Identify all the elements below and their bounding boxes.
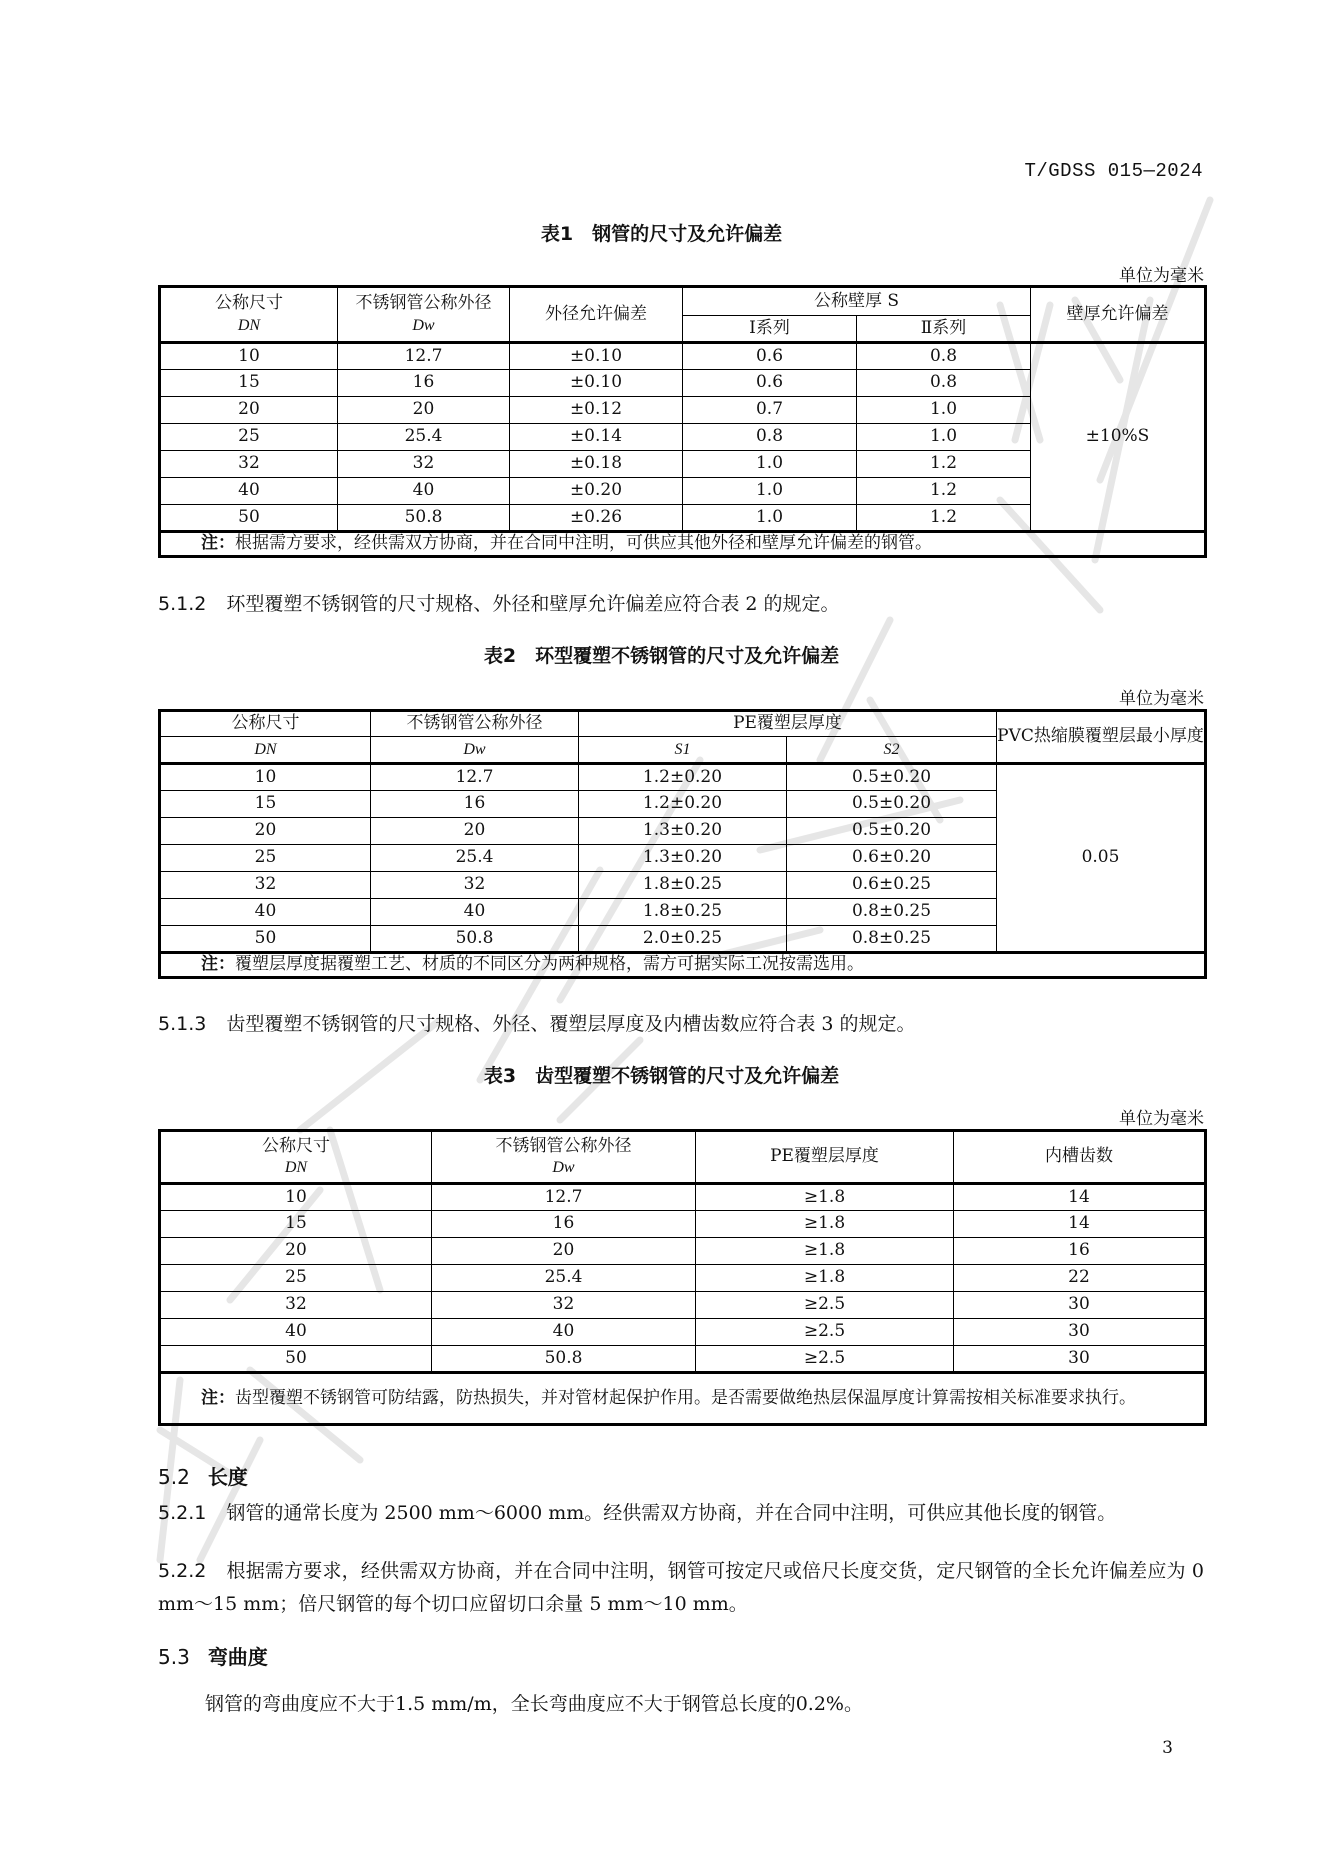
cell: 15 <box>160 370 338 397</box>
cell: ±0.10 <box>510 343 683 370</box>
table2-unit: 单位为毫米 <box>1119 689 1204 709</box>
cell: 25.4 <box>432 1265 696 1292</box>
cell: 14 <box>954 1184 1206 1211</box>
table3-header-dw: 不锈钢管公称外径 Dw <box>432 1131 696 1184</box>
cell: ≥1.8 <box>696 1238 954 1265</box>
cell: 50.8 <box>432 1346 696 1373</box>
cell: 25 <box>160 845 371 872</box>
table-row <box>160 1211 1206 1238</box>
cell: 1.0 <box>683 451 857 478</box>
cell: ±0.20 <box>510 478 683 505</box>
table1-title: 表1 钢管的尺寸及允许偏差 <box>540 223 783 245</box>
table3-title: 表3 齿型覆塑不锈钢管的尺寸及允许偏差 <box>483 1065 840 1087</box>
cell: 0.8±0.25 <box>787 926 997 953</box>
cell: 0.5±0.20 <box>787 818 997 845</box>
table1-header-wall-tol: 壁厚允许偏差 <box>1031 287 1206 343</box>
cell: 30 <box>954 1292 1206 1319</box>
cell: 1.2 <box>857 505 1031 532</box>
cell: ±0.14 <box>510 424 683 451</box>
cell: 22 <box>954 1265 1206 1292</box>
table3-unit: 单位为毫米 <box>1119 1109 1204 1129</box>
table1-header-wall: 公称壁厚 S <box>683 287 1031 316</box>
table1-wall-tol-value: ±10%S <box>1031 343 1206 532</box>
table1-header-series2: Ⅱ系列 <box>857 316 1031 343</box>
table-row <box>160 1346 1206 1373</box>
table2-header-dn: 公称尺寸 <box>160 711 371 737</box>
cell: 12.7 <box>432 1184 696 1211</box>
table3-header-teeth: 内槽齿数 <box>954 1131 1206 1184</box>
cell: 0.7 <box>683 397 857 424</box>
cell: ±0.26 <box>510 505 683 532</box>
cell: 0.5±0.20 <box>787 764 997 791</box>
cell: 1.0 <box>857 397 1031 424</box>
cell: 32 <box>160 872 371 899</box>
cell: 30 <box>954 1319 1206 1346</box>
cell: 12.7 <box>371 764 579 791</box>
clause-5-1-2: 5.1.2 环型覆塑不锈钢管的尺寸规格、外径和壁厚允许偏差应符合表 2 的规定。 <box>158 593 840 615</box>
cell: 10 <box>160 764 371 791</box>
cell: 16 <box>371 791 579 818</box>
cell: ≥1.8 <box>696 1265 954 1292</box>
cell: 1.3±0.20 <box>579 818 787 845</box>
cell: 30 <box>954 1346 1206 1373</box>
cell: 32 <box>160 1292 432 1319</box>
cell: 40 <box>160 1319 432 1346</box>
cell: 50 <box>160 926 371 953</box>
cell: ≥2.5 <box>696 1292 954 1319</box>
cell: 15 <box>160 1211 432 1238</box>
cell: 0.6±0.25 <box>787 872 997 899</box>
section-5-3-heading: 5.3 弯曲度 <box>158 1645 268 1669</box>
table3-note: 注： 齿型覆塑不锈钢管可防结露，防热损失，并对管材起保护作用。是否需要做绝热层保温厚度计算需按相关标准要求执行。 <box>160 1373 1206 1425</box>
cell: ≥2.5 <box>696 1319 954 1346</box>
table-row <box>160 1265 1206 1292</box>
cell: 20 <box>432 1238 696 1265</box>
cell: 0.8 <box>857 343 1031 370</box>
table2-header-dw-symbol: Dw <box>371 737 579 764</box>
cell: 12.7 <box>338 343 510 370</box>
standard-code: T/GDSS 015—2024 <box>1024 160 1203 182</box>
table1-unit: 单位为毫米 <box>1119 266 1204 286</box>
table1-header-dw: 不锈钢管公称外径 Dw <box>338 287 510 343</box>
cell: 1.8±0.25 <box>579 872 787 899</box>
clause-5-2-1: 5.2.1 钢管的通常长度为 2500 mm～6000 mm。经供需双方协商，并在合同中注明，可供应其他长度的钢管。 <box>158 1502 1117 1524</box>
cell: 50 <box>160 1346 432 1373</box>
cell: 32 <box>160 451 338 478</box>
table2-title: 表2 环型覆塑不锈钢管的尺寸及允许偏差 <box>483 645 840 667</box>
cell: 25.4 <box>338 424 510 451</box>
table2-pvc-value: 0.05 <box>997 764 1206 953</box>
table1 <box>158 285 1207 558</box>
cell: 0.6±0.20 <box>787 845 997 872</box>
cell: 0.8 <box>683 424 857 451</box>
cell: 40 <box>371 899 579 926</box>
cell: 20 <box>160 397 338 424</box>
cell: 1.0 <box>857 424 1031 451</box>
cell: 50 <box>160 505 338 532</box>
cell: 32 <box>432 1292 696 1319</box>
cell: 2.0±0.25 <box>579 926 787 953</box>
table1-note: 注：根据需方要求，经供需双方协商，并在合同中注明，可供应其他外径和壁厚允许偏差的钢管。 <box>160 532 1206 557</box>
cell: 0.8 <box>857 370 1031 397</box>
table3-header-pe: PE覆塑层厚度 <box>696 1131 954 1184</box>
table1-header-dn: 公称尺寸 DN <box>160 287 338 343</box>
page-number: 3 <box>1162 1738 1173 1758</box>
cell: ±0.18 <box>510 451 683 478</box>
cell: 25.4 <box>371 845 579 872</box>
table-row <box>160 1238 1206 1265</box>
table3-header-dn: 公称尺寸 DN <box>160 1131 432 1184</box>
cell: ≥1.8 <box>696 1184 954 1211</box>
table2-header-pvc: PVC热缩膜覆塑层最小厚度 <box>997 711 1206 764</box>
cell: 40 <box>160 478 338 505</box>
cell: 25 <box>160 424 338 451</box>
cell: 0.6 <box>683 370 857 397</box>
cell: 15 <box>160 791 371 818</box>
cell: ≥2.5 <box>696 1346 954 1373</box>
cell: 32 <box>338 451 510 478</box>
cell: 1.2 <box>857 478 1031 505</box>
cell: ≥1.8 <box>696 1211 954 1238</box>
cell: 0.6 <box>683 343 857 370</box>
cell: ±0.12 <box>510 397 683 424</box>
cell: 1.0 <box>683 478 857 505</box>
cell: 32 <box>371 872 579 899</box>
table-row <box>160 1292 1206 1319</box>
cell: 0.5±0.20 <box>787 791 997 818</box>
section-5-2-heading: 5.2 长度 <box>158 1465 248 1489</box>
cell: 40 <box>432 1319 696 1346</box>
cell: 20 <box>160 818 371 845</box>
table1-header-series1: Ⅰ系列 <box>683 316 857 343</box>
cell: 1.3±0.20 <box>579 845 787 872</box>
cell: 10 <box>160 343 338 370</box>
cell: 50.8 <box>371 926 579 953</box>
cell: ±0.10 <box>510 370 683 397</box>
cell: 1.2±0.20 <box>579 764 787 791</box>
cell: 50.8 <box>338 505 510 532</box>
cell: 14 <box>954 1211 1206 1238</box>
table-row <box>160 764 1206 791</box>
table2-header-dw: 不锈钢管公称外径 <box>371 711 579 737</box>
table-row <box>160 1319 1206 1346</box>
cell: 0.8±0.25 <box>787 899 997 926</box>
cell: 20 <box>160 1238 432 1265</box>
cell: 1.2 <box>857 451 1031 478</box>
clause-5-1-3: 5.1.3 齿型覆塑不锈钢管的尺寸规格、外径、覆塑层厚度及内槽齿数应符合表 3 的规定。 <box>158 1013 916 1035</box>
cell: 1.2±0.20 <box>579 791 787 818</box>
table3 <box>158 1129 1207 1426</box>
table-row <box>160 1184 1206 1211</box>
cell: 10 <box>160 1184 432 1211</box>
cell: 20 <box>371 818 579 845</box>
clause-5-2-2: 5.2.2 根据需方要求，经供需双方协商，并在合同中注明，钢管可按定尺或倍尺长度交货，定尺钢管的全长允许偏差应为 0 mm～15 mm；倍尺钢管的每个切口应留切口余量 5 mm～10 mm。 <box>158 1560 1204 1615</box>
clause-5-3-text: 钢管的弯曲度应不大于1.5 mm/m，全长弯曲度应不大于钢管总长度的0.2%。 <box>205 1693 863 1715</box>
cell: 20 <box>338 397 510 424</box>
table-row <box>160 343 1206 370</box>
table2-header-dn-symbol: DN <box>160 737 371 764</box>
table2-header-pe: PE覆塑层厚度 <box>579 711 997 737</box>
table2-header-s1: S1 <box>579 737 787 764</box>
cell: 25 <box>160 1265 432 1292</box>
table2-header-s2: S2 <box>787 737 997 764</box>
table2-note: 注：覆塑层厚度据覆塑工艺、材质的不同区分为两种规格，需方可据实际工况按需选用。 <box>160 953 1206 978</box>
cell: 1.0 <box>683 505 857 532</box>
table2 <box>158 709 1207 979</box>
cell: 16 <box>954 1238 1206 1265</box>
cell: 16 <box>432 1211 696 1238</box>
table1-header-od-tol: 外径允许偏差 <box>510 287 683 343</box>
cell: 40 <box>338 478 510 505</box>
cell: 16 <box>338 370 510 397</box>
cell: 1.8±0.25 <box>579 899 787 926</box>
cell: 40 <box>160 899 371 926</box>
